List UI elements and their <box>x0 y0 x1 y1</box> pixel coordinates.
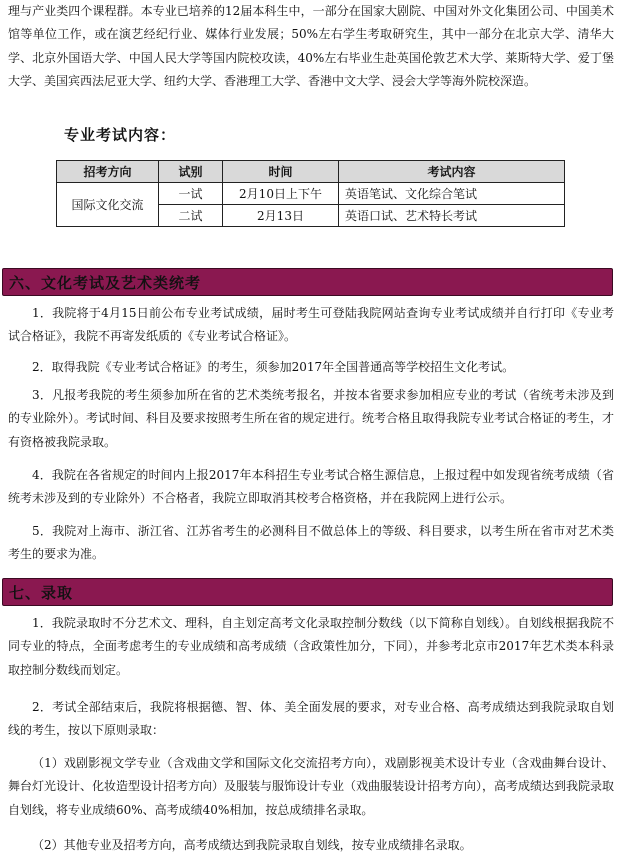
section-six-paragraph-1: 1．我院将于4月15日前公布专业考试成绩，届时考生可登陆我院网站查询专业考试成绩并自行打印《专业考试合格证》，我院不再寄发纸质的《专业考试合格证》。 <box>8 306 614 344</box>
section-six-heading: 六、文化考试及艺术类统考 <box>2 268 613 296</box>
exam-schedule-table <box>56 160 565 227</box>
round-cell: 一试 <box>159 183 223 205</box>
time-cell: 2月13日 <box>223 205 339 227</box>
section-seven-paragraph-3: （1）戏剧影视文学专业（含戏曲文学和国际文化交流招考方向），戏剧影视美术设计专业（含戏曲舞台设计、舞台灯光设计、化妆造型设计招考方向）及服装与服饰设计专业（戏曲服装设计招考方向），高考成绩达到我院录取自划线，将专业成绩60%、高考成绩40%相加，按总成绩排名录取。 <box>8 756 615 817</box>
intro-paragraph: 理与产业类四个课程群。本专业已培养的12届本科生中，一部分在国家大剧院、中国对外文化集团公司、中国美术馆等单位工作，或在演艺经纪行业、媒体行业发展；50%左右学生考取研究生，其中一部分在北京大学、清华大学、北京外国语大学、中国人民大学等国内院校攻读，40%左右毕业生赴英国伦敦艺术大学、莱斯特大学、爱丁堡大学、美国宾西法尼亚大学、纽约大学、香港理工大学、香港中文大学、浸会大学等海外院校深造。 <box>8 4 614 89</box>
section-six-paragraph-4: 4．我院在各省规定的时间内上报2017年本科招生专业考试合格生源信息，上报过程中如发现省统考成绩（省统考未涉及到的专业除外）不合格者，我院立即取消其校考合格资格，并在我院网上进行公示。 <box>8 468 614 506</box>
time-cell: 2月10日上下午 <box>223 183 339 205</box>
table-row <box>57 183 565 205</box>
section-seven-paragraph-2: 2．考试全部结束后，我院将根据德、智、体、美全面发展的要求，对专业合格、高考成绩达到我院录取自划线的考生，按以下原则录取： <box>8 700 614 738</box>
section-seven-heading: 七、录取 <box>2 578 613 606</box>
exam-content-heading: 专业考试内容： <box>64 126 177 144</box>
header-time: 时间 <box>223 161 339 183</box>
header-round: 试别 <box>159 161 223 183</box>
section-seven-paragraph-1: 1．我院录取时不分艺术文、理科，自主划定高考文化录取控制分数线（以下简称自划线）。自划线根据我院不同专业的特点，全面考虑考生的专业成绩和高考成绩（含政策性加分，下同），并参考北京市2017年艺术类本科录取控制分数线而划定。 <box>8 616 614 677</box>
section-six-paragraph-3: 3．凡报考我院的考生须参加所在省的艺术类统考报名，并按本省要求参加相应专业的考试（省统考未涉及到的专业除外）。考试时间、科目及要求按照考生所在省的规定进行。统考合格且取得我院专业考试合格证的考生，才有资格被我院录取。 <box>8 388 615 449</box>
table-header-row <box>57 161 565 183</box>
round-cell: 二试 <box>159 205 223 227</box>
content-cell: 英语笔试、文化综合笔试 <box>339 183 565 205</box>
section-seven-paragraph-4: （2）其他专业及招考方向，高考成绩达到我院录取自划线，按专业成绩排名录取。 <box>32 838 472 852</box>
section-six-paragraph-5: 5．我院对上海市、浙江省、江苏省考生的必测科目不做总体上的等级、科目要求，以考生所在省市对艺术类考生的要求为准。 <box>8 524 614 562</box>
direction-cell: 国际文化交流 <box>57 183 159 227</box>
content-cell: 英语口试、艺术特长考试 <box>339 205 565 227</box>
header-content: 考试内容 <box>339 161 565 183</box>
header-direction: 招考方向 <box>57 161 159 183</box>
section-six-paragraph-2: 2．取得我院《专业考试合格证》的考生，须参加2017年全国普通高等学校招生文化考试。 <box>32 360 515 374</box>
